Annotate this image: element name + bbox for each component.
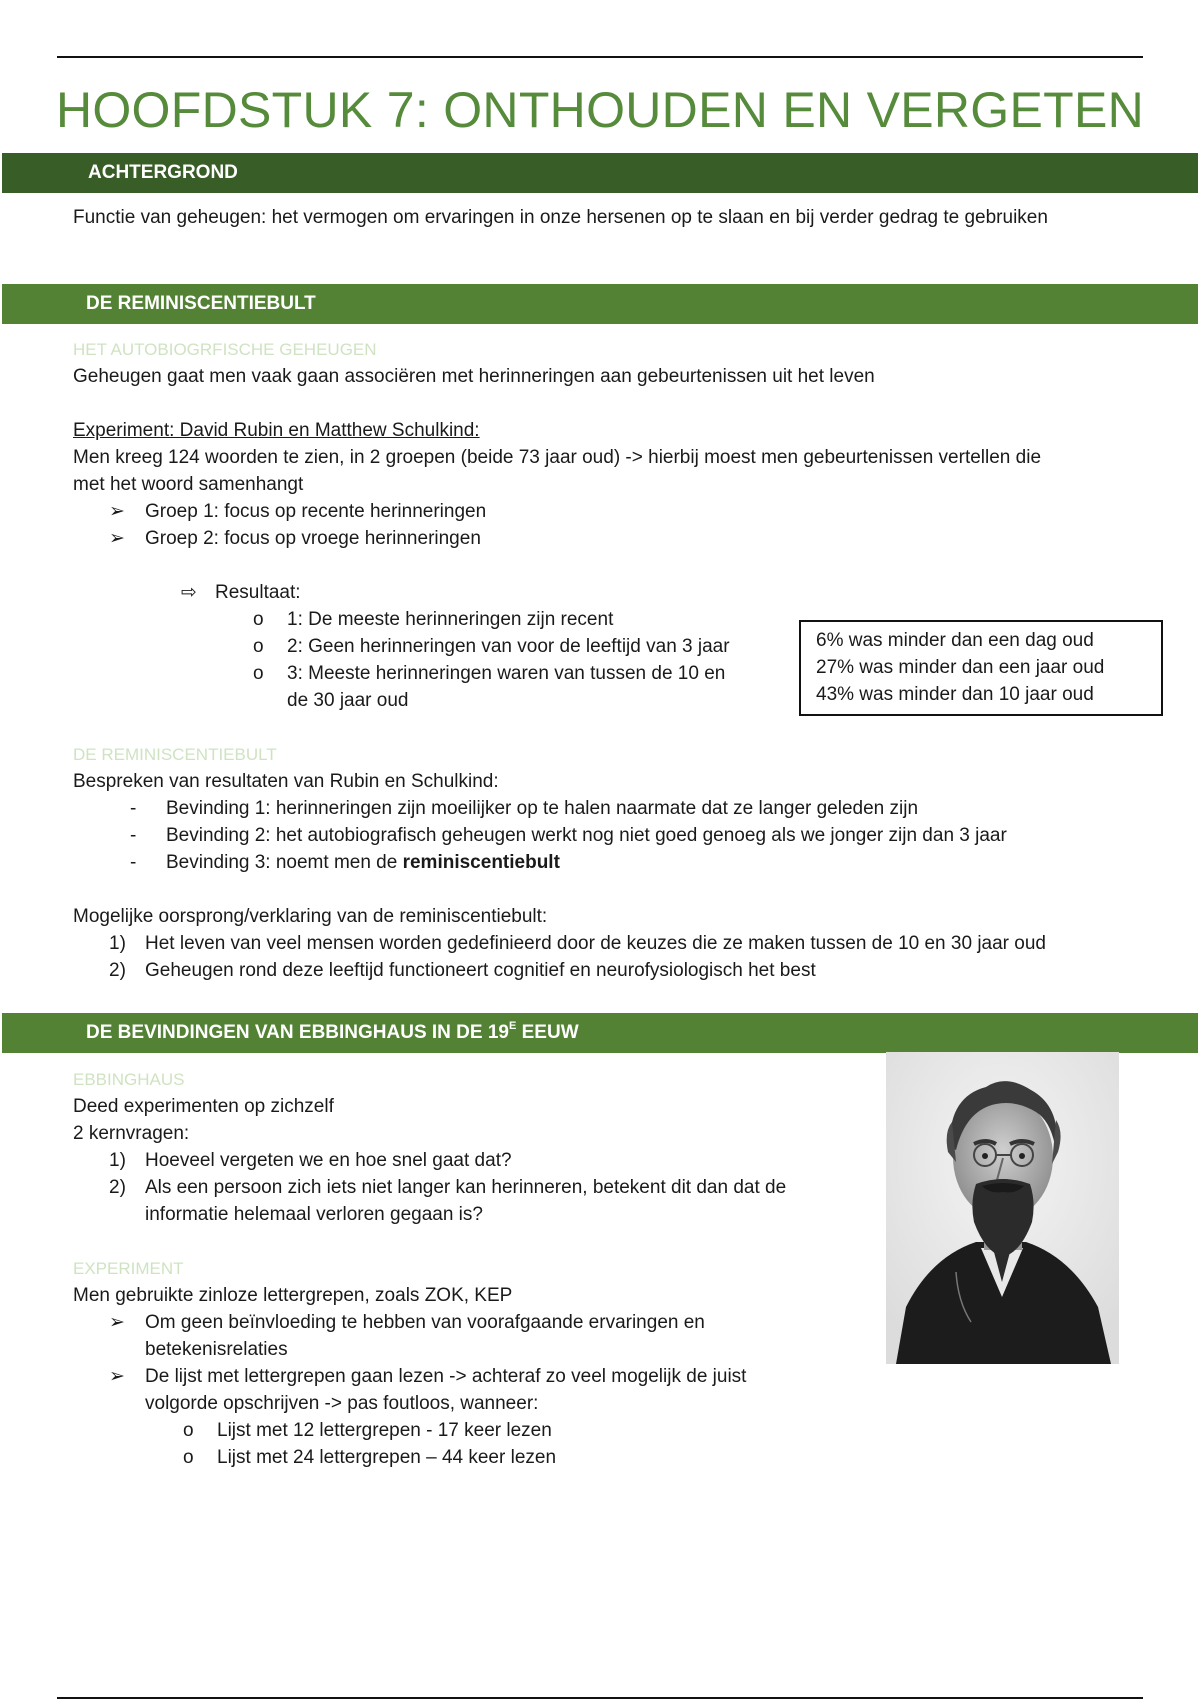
bullet-item-2: ➢ De lijst met lettergrepen gaan lezen -> achteraf zo veel mogelijk de juist: [73, 1363, 873, 1390]
arrow-bullet-icon: ➢: [109, 501, 125, 522]
experiment-line-1: Men kreeg 124 woorden te zien, in 2 groepen (beide 73 jaar oud) -> hierbij moest men gebeurtenissen vertellen die: [73, 447, 1042, 468]
finding-item-3: - Bevinding 3: noemt men de reminiscentiebult: [73, 849, 1133, 876]
section-header-achtergrond: ACHTERGROND: [2, 153, 1198, 193]
experiment-heading: Experiment: David Rubin en Matthew Schulkind:: [73, 420, 480, 441]
arrow-bullet-icon: ➢: [109, 1366, 125, 1387]
section-header-ebbinghaus: DE BEVINDINGEN VAN EBBINGHAUS IN DE $19^E$ EEUW: [2, 1013, 1198, 1053]
question-item-2-continued: informatie helemaal verloren gegaan is?: [145, 1204, 483, 1225]
finding-item-1: - Bevinding 1: herinneringen zijn moeilijker op te halen naarmate dat ze langer geleden zijn: [73, 795, 1133, 822]
list-item-group-2: ➢ Groep 2: focus op vroege herinneringen: [73, 525, 1133, 552]
statistic-line: 27% was minder dan een jaar oud: [816, 657, 1105, 678]
result-item-3-continued: de 30 jaar oud: [287, 690, 409, 711]
number-marker: 1): [109, 933, 126, 954]
list-length-item-2: o Lijst met 24 lettergrepen – 44 keer lezen: [73, 1444, 873, 1471]
arrow-bullet-icon: ➢: [109, 1312, 125, 1333]
statistic-line: 43% was minder dan 10 jaar oud: [816, 684, 1094, 705]
result-arrow-icon: ⇨: [181, 582, 197, 603]
experiment-line-2: met het woord samenhangt: [73, 474, 304, 495]
bullet-item-2-continued: volgorde opschrijven -> pas foutloos, wanneer:: [145, 1393, 539, 1414]
list-length-item-1: o Lijst met 12 lettergrepen - 17 keer lezen: [73, 1417, 873, 1444]
dash-bullet-icon: -: [130, 825, 137, 846]
result-item-1: o 1: De meeste herinneringen zijn recent: [73, 606, 1133, 633]
ebbinghaus-section: [73, 1066, 873, 1471]
result-label: ⇨ Resultaat:: [73, 579, 1133, 606]
question-item-2: 2) Als een persoon zich iets niet langer kan herinneren, betekent dit dan dat de: [73, 1174, 873, 1201]
bullet-item-1: ➢ Om geen beïnvloeding te hebben van voorafgaande ervaringen en: [73, 1309, 873, 1336]
term-reminiscentiebult: reminiscentiebult: [402, 852, 560, 873]
dash-bullet-icon: -: [130, 852, 137, 873]
circle-bullet-icon: o: [253, 636, 264, 657]
subheading-autobiografisch: HET AUTOBIOGRFISCHE GEHEUGEN: [73, 340, 377, 359]
paragraph-lettergrepen: Men gebruikte zinloze lettergrepen, zoals ZOK, KEP: [73, 1285, 513, 1306]
paragraph-bespreken: Bespreken van resultaten van Rubin en Schulkind:: [73, 771, 499, 792]
circle-bullet-icon: o: [253, 663, 264, 684]
statistics-box: [799, 620, 1163, 716]
paragraph-oorsprong: Mogelijke oorsprong/verklaring van de reminiscentiebult:: [73, 906, 548, 927]
dash-bullet-icon: -: [130, 798, 137, 819]
statistic-line: 6% was minder dan een dag oud: [816, 630, 1094, 651]
bullet-item-1-continued: betekenisrelaties: [145, 1339, 288, 1360]
top-rule: [57, 56, 1143, 58]
page-title: HOOFDSTUK 7: ONTHOUDEN EN VERGETEN: [55, 82, 1145, 138]
subheading-experiment: EXPERIMENT: [73, 1259, 184, 1278]
achtergrond-text: Functie van geheugen: het vermogen om ervaringen in onze hersenen op te slaan en bij verder gedrag te gebruiken: [73, 207, 1048, 228]
question-item-1: 1) Hoeveel vergeten we en hoe snel gaat dat?: [73, 1147, 873, 1174]
subheading-reminiscentiebult: DE REMINISCENTIEBULT: [73, 745, 277, 764]
bottom-rule: [57, 1697, 1143, 1699]
result-item-2: o 2: Geen herinneringen van voor de leeftijd van 3 jaar: [73, 633, 1133, 660]
subheading-ebbinghaus: EBBINGHAUS: [73, 1070, 185, 1089]
paragraph-kernvragen: 2 kernvragen:: [73, 1123, 190, 1144]
circle-bullet-icon: o: [183, 1447, 194, 1468]
result-item-3: o 3: Meeste herinneringen waren van tussen de 10 en: [73, 660, 1133, 687]
section-header-reminiscentiebult: DE REMINISCENTIEBULT: [2, 284, 1198, 324]
explanation-item-1: 1) Het leven van veel mensen worden gedefinieerd door de keuzes die ze maken tussen de 10 en 30 jaar oud: [73, 930, 1133, 957]
number-marker: 2): [109, 1177, 126, 1198]
number-marker: 2): [109, 960, 126, 981]
paragraph-associatie: Geheugen gaat men vaak gaan associëren met herinneringen aan gebeurtenissen uit het leven: [73, 366, 875, 387]
circle-bullet-icon: o: [183, 1420, 194, 1441]
explanation-item-2: 2) Geheugen rond deze leeftijd functioneert cognitief en neurofysiologisch het best: [73, 957, 1133, 984]
arrow-bullet-icon: ➢: [109, 528, 125, 549]
list-item-group-1: ➢ Groep 1: focus op recente herinneringen: [73, 498, 1133, 525]
ebbinghaus-portrait-photo: [886, 1052, 1119, 1364]
number-marker: 1): [109, 1150, 126, 1171]
circle-bullet-icon: o: [253, 609, 264, 630]
paragraph-experimenten: Deed experimenten op zichzelf: [73, 1096, 334, 1117]
finding-item-2: - Bevinding 2: het autobiografisch geheugen werkt nog niet goed genoeg als we jonger zijn dan 3 jaar: [73, 822, 1133, 849]
